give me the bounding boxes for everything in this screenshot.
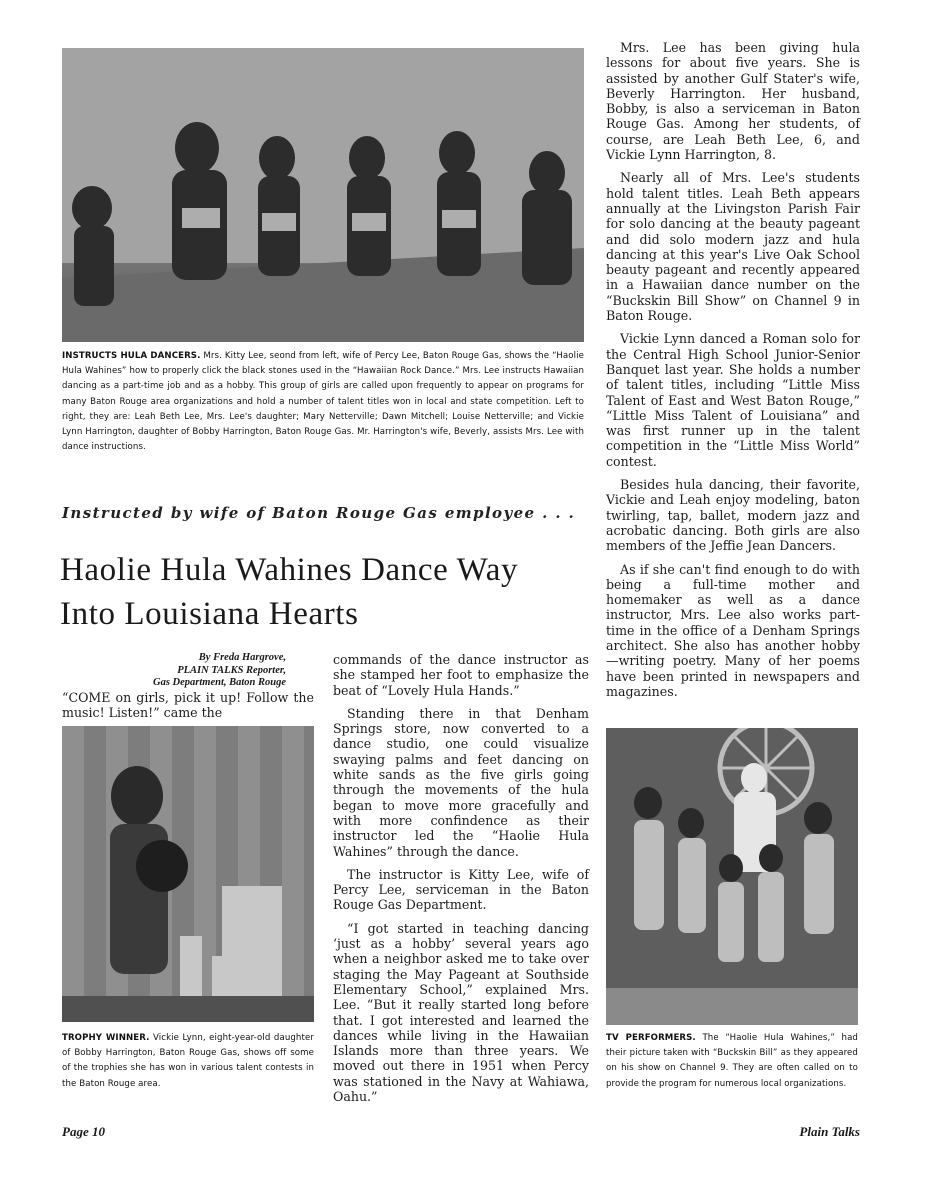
paragraph: Vickie Lynn danced a Roman solo for the Central High School Junior-Senior Banquet last year. She holds a number of talent titles, including “Little Miss Talent of East and West Baton Rouge,” “Little Miss Talent of Louisiana” and was first runner up in the talent competition in the “Little Miss World” contest. <box>606 331 860 469</box>
photo-trophy-winner <box>62 726 314 1022</box>
byline <box>62 652 286 690</box>
photo-tv-performers <box>606 728 858 1025</box>
byline-author: By Freda Hargrove, <box>198 652 286 663</box>
paragraph: “I got started in teaching dancing ‘just as a hobby’ several years ago when a neighbor asked me to take over staging the May Pageant at Southside Elementary School,” explained Mrs. Lee. “But it really started long before that. I got interested and learned the dances while living in the Hawaiian Islands more than three years. We moved out there in 1951 when Percy was stationed in the Navy at Wahiawa, Oahu.” <box>333 920 589 1105</box>
article-headline: Haolie Hula Wahines Dance Way Into Louisiana Hearts <box>60 552 519 632</box>
caption-trophy-winner <box>62 1031 314 1092</box>
caption-lead: TROPHY WINNER. <box>62 1033 150 1043</box>
intro-paragraph <box>62 690 314 721</box>
caption-text: Mrs. Kitty Lee, seond from left, wife of Percy Lee, Baton Rouge Gas, shows the “Haolie Hula Wahines” how to properly click the black stones used in the “Hawaiian Rock Dance.” Mrs. Lee instructs Hawaiian dancing as a part-time job and as a hobby. This group of girls are called upon frequently to appear on programs for many Baton Rouge area organizations and hold a number of talent titles won in local and state competition. Left to right, they are: Leah Beth Lee, Mrs. Lee's daughter; Mary Netterville; Dawn Mitchell; Louise Netterville; and Vickie Lynn Harrington, daughter of Bobby Harrington, Baton Rouge Gas. Mr. Harrington's wife, Beverly, assists Mrs. Lee with dance instructions. <box>62 351 584 453</box>
paragraph: Nearly all of Mrs. Lee's students hold talent titles. Leah Beth appears annually at the Livingston Parish Fair for solo dancing at the beauty pageant and did solo modern jazz and hula dancing at this year's Live Oak School beauty pageant and recently appeared in a Hawaiian dance number on the “Buckskin Bill Show” on Channel 9 in Baton Rouge. <box>606 170 860 324</box>
caption-text: Vickie Lynn, eight-year-old daughter of Bobby Harrington, Baton Rouge Gas, shows off some of the trophies she has won in various talent contests in the Baton Rouge area. <box>62 1033 314 1089</box>
photo-hula-dancers <box>62 48 584 342</box>
paragraph: Mrs. Lee has been giving hula lessons for about five years. She is assisted by another Gulf Stater's wife, Beverly Harrington. Her husband, Bobby, is also a serviceman in Baton Rouge Gas. Among her students, of course, are Leah Beth Lee, 6, and Vickie Lynn Harrington, 8. <box>606 40 860 163</box>
paragraph: Standing there in that Denham Springs store, now converted to a dance studio, one could visualize swaying palms and feet dancing on white sands as the five girls going through the movements of the hula began to move more gracefully and with more confindence as their instructor led the “Haolie Hula Wahines” through the dance. <box>333 705 589 859</box>
paragraph: The instructor is Kitty Lee, wife of Percy Lee, serviceman in the Baton Rouge Gas Department. <box>333 866 589 913</box>
article-kicker: Instructed by wife of Baton Rouge Gas employee . . . <box>62 504 576 522</box>
publication-name: Plain Talks <box>799 1124 860 1139</box>
byline-department: Gas Department, Baton Rouge <box>152 677 286 688</box>
paragraph: Besides hula dancing, their favorite, Vickie and Leah enjoy modeling, baton twirling, tap, ballet, modern jazz and acrobatic dancing. Both girls are also members of the Jeffie Jean Dancers. <box>606 477 860 554</box>
page-number: Page 10 <box>62 1124 105 1139</box>
paragraph: commands of the dance instructor as she stamped her foot to emphasize the beat of “Lovely Hula Hands.” <box>333 652 589 698</box>
caption-hula-dancers <box>62 349 584 455</box>
caption-lead: INSTRUCTS HULA DANCERS. <box>62 351 201 361</box>
caption-lead: TV PERFORMERS. <box>606 1033 696 1043</box>
column-2 <box>333 652 589 1112</box>
byline-role: PLAIN TALKS Reporter, <box>177 664 286 676</box>
column-1-intro <box>62 690 314 729</box>
caption-text: The “Haolie Hula Wahines,” had their picture taken with “Buckskin Bill” as they appeared on his show on Channel 9. They are often called on to provide the program for numerous local organizations. <box>606 1033 858 1089</box>
column-3 <box>606 40 860 707</box>
paragraph: As if she can't find enough to do with being a full-time mother and homemaker as well as a dance instructor, Mrs. Lee also works part-time in the office of a Denham Springs architect. She also has another hobby—writing poetry. Many of her poems have been printed in newspapers and magazines. <box>606 561 860 699</box>
intro-text: “COME on girls, pick it up! Follow the music! Listen!” came the <box>62 690 314 721</box>
caption-tv-performers <box>606 1031 858 1092</box>
